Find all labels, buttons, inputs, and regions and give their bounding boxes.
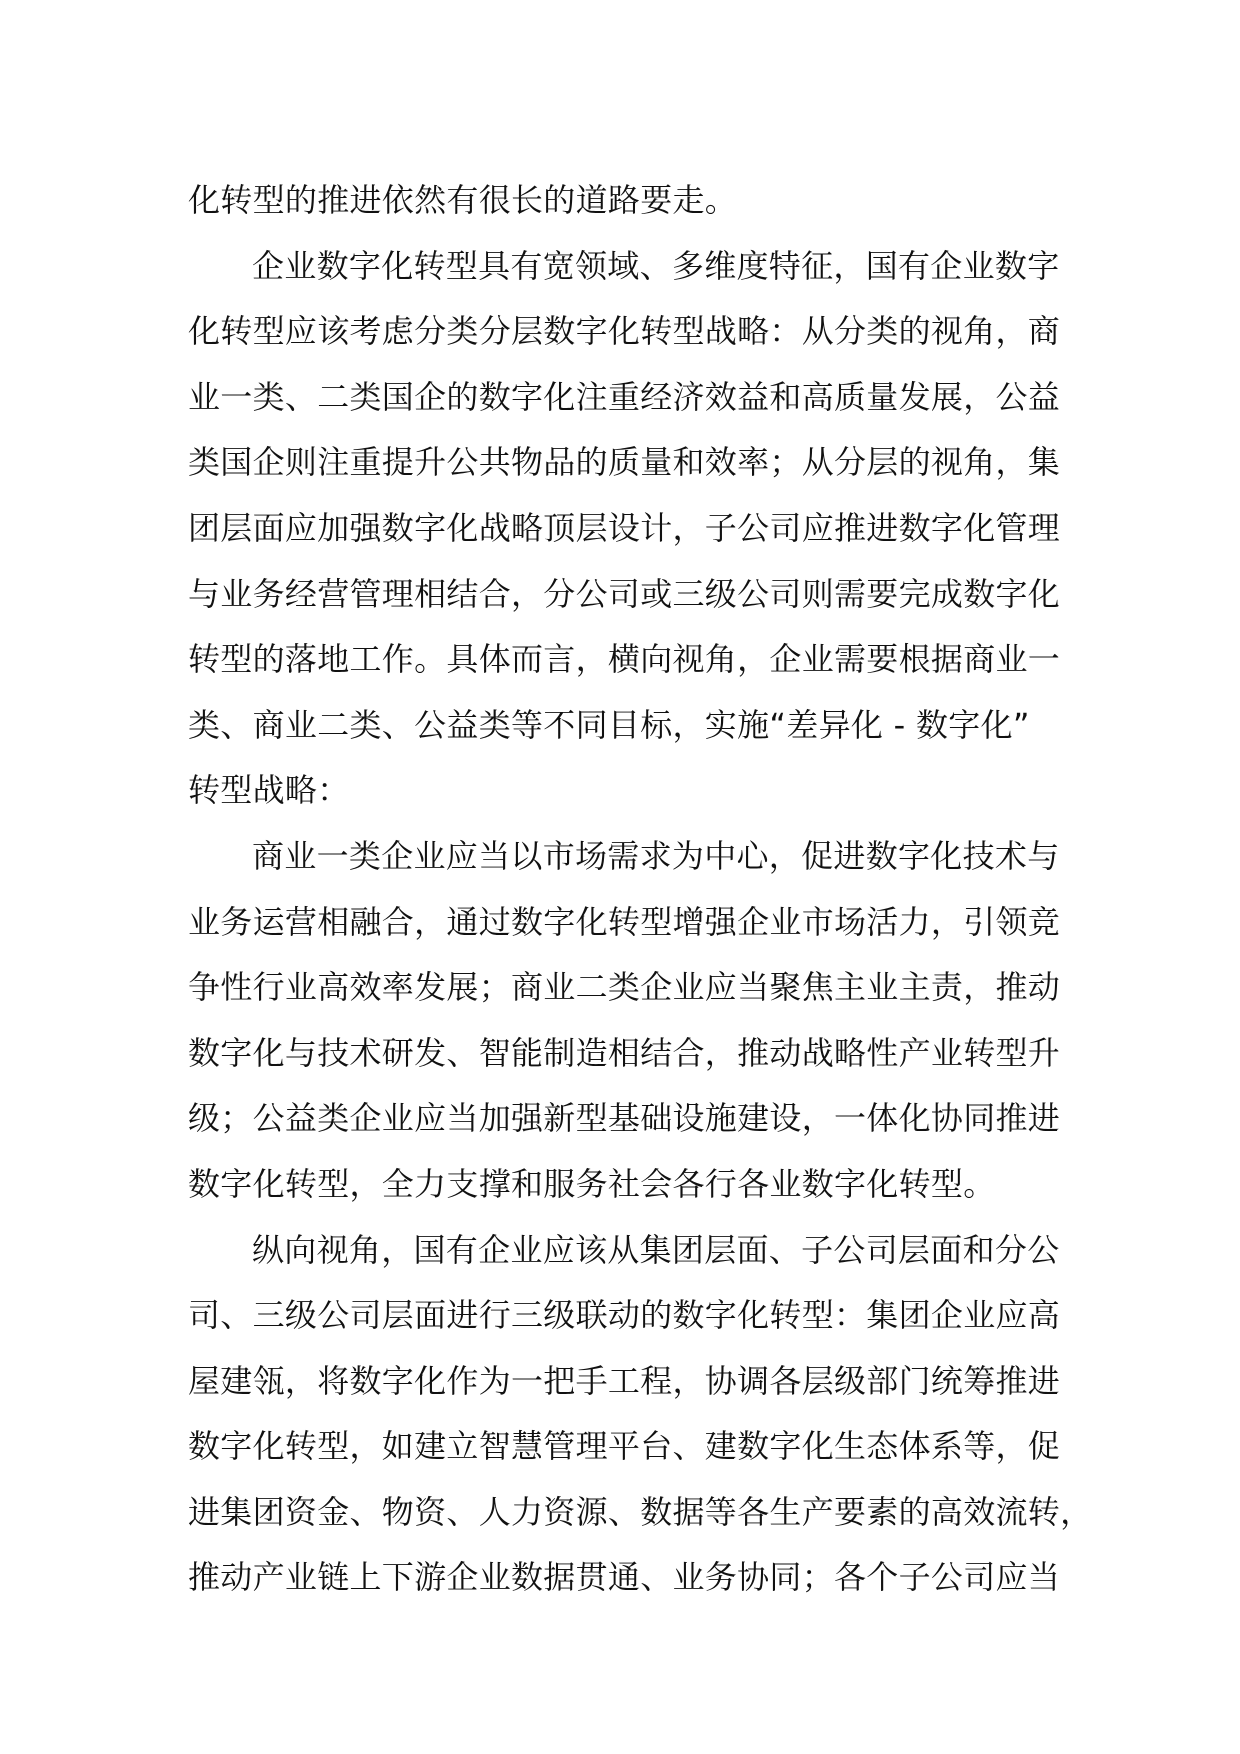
text-line: 化转型应该考虑分类分层数字化转型战略：从分类的视角，商 <box>188 312 1061 351</box>
text-line: 业务运营相融合，通过数字化转型增强企业市场活力，引领竞 <box>188 902 1061 941</box>
text-line: 类国企则注重提升公共物品的质量和效率；从分层的视角，集 <box>188 443 1061 482</box>
text-line: 转型战略： <box>188 771 350 810</box>
text-line: 屋建瓴，将数字化作为一把手工程，协调各层级部门统筹推进 <box>188 1361 1061 1400</box>
text-line: 司、三级公司层面进行三级联动的数字化转型：集团企业应高 <box>188 1296 1061 1335</box>
text-line: 企业数字化转型具有宽领域、多维度特征，国有企业数字 <box>252 246 1060 285</box>
text-line: 类、商业二类、公益类等不同目标，实施“差异化 - 数字化” <box>188 705 1030 744</box>
text-line: 推动产业链上下游企业数据贯通、业务协同；各个子公司应当 <box>188 1558 1061 1597</box>
text-line: 纵向视角，国有企业应该从集团层面、子公司层面和分公 <box>252 1230 1060 1269</box>
text-line: 进集团资金、物资、人力资源、数据等各生产要素的高效流转， <box>188 1492 1093 1531</box>
text-line: 数字化转型，如建立智慧管理平台、建数字化生态体系等，促 <box>188 1427 1061 1466</box>
text-line: 级；公益类企业应当加强新型基础设施建设，一体化协同推进 <box>188 1099 1061 1138</box>
text-line: 业一类、二类国企的数字化注重经济效益和高质量发展，公益 <box>188 377 1061 416</box>
body-text <box>188 168 1093 1611</box>
text-line: 与业务经营管理相结合，分公司或三级公司则需要完成数字化 <box>188 574 1061 613</box>
text-line: 数字化与技术研发、智能制造相结合，推动战略性产业转型升 <box>188 1033 1061 1072</box>
text-line: 化转型的推进依然有很长的道路要走。 <box>188 181 738 219</box>
text-line: 转型的落地工作。具体而言，横向视角，企业需要根据商业一 <box>188 640 1061 679</box>
text-line: 争性行业高效率发展；商业二类企业应当聚焦主业主责，推动 <box>188 968 1061 1007</box>
text-line: 数字化转型，全力支撑和服务社会各行各业数字化转型。 <box>188 1164 996 1203</box>
text-line: 商业一类企业应当以市场需求为中心，促进数字化技术与 <box>252 836 1060 875</box>
text-line: 团层面应加强数字化战略顶层设计，子公司应推进数字化管理 <box>188 508 1061 547</box>
